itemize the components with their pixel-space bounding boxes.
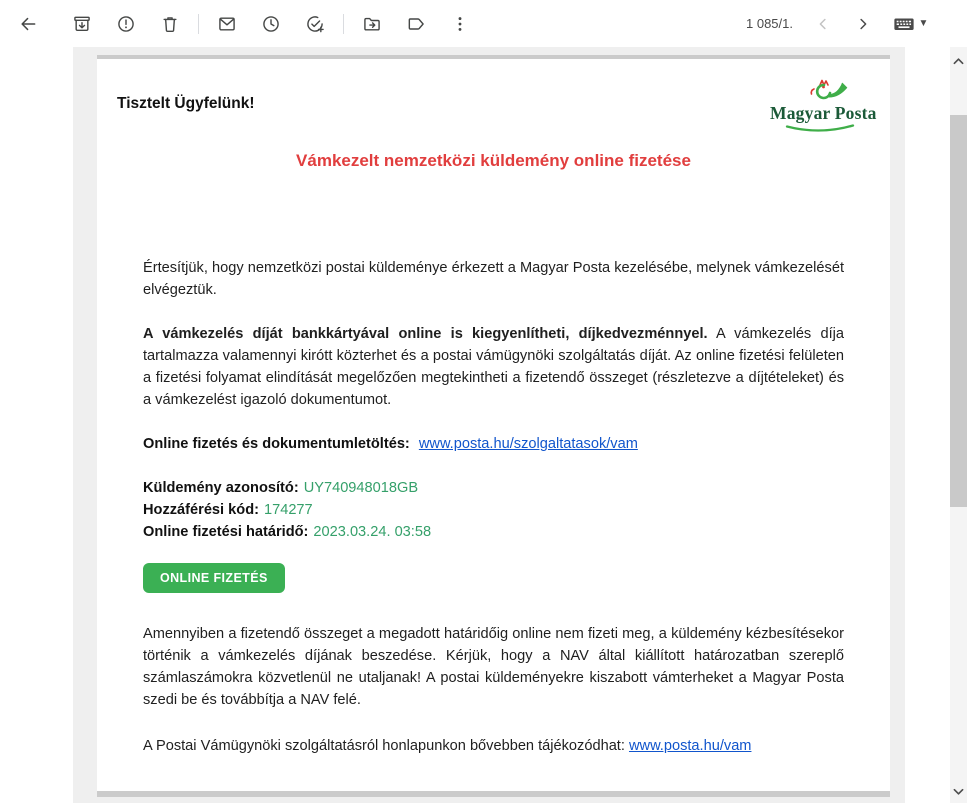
add-to-tasks-button[interactable] — [295, 4, 335, 44]
clock-icon — [261, 14, 281, 34]
footer-line — [143, 735, 844, 757]
labels-button[interactable] — [396, 4, 436, 44]
archive-icon — [72, 14, 92, 34]
snooze-button[interactable] — [251, 4, 291, 44]
kebab-menu-icon — [450, 14, 470, 34]
newer-email-button[interactable] — [803, 4, 843, 44]
magyar-posta-logo — [770, 79, 877, 133]
online-payment-button[interactable]: ONLINE FIZETÉS — [143, 563, 285, 593]
chevron-right-icon — [854, 15, 872, 33]
label-tag-icon — [406, 14, 426, 34]
older-email-button[interactable] — [843, 4, 883, 44]
field-access-code — [143, 499, 844, 521]
payment-info-rest: A vámkezelés díja tartalmazza valamennyi kirótt közterhet és a postai vámügynöki szolgáltatás díját. Az online fizetési felületen a fizetési folyamat elindítását megelőzően megtekintheti a fizetendő összeget (részletezve a díjtételeket) és a vámkezelést igazoló dokumentumot. — [143, 326, 845, 408]
field-shipment-id — [143, 477, 844, 499]
task-check-plus-icon — [305, 14, 325, 34]
email-title: Vámkezelt nemzetközi küldemény online fizetése — [296, 151, 691, 170]
report-spam-icon — [116, 14, 136, 34]
shipment-fields — [143, 477, 844, 543]
footer-text: A Postai Vámügynöki szolgáltatásról honlapunkon bővebben tájékozódhat: — [143, 738, 625, 754]
dropdown-caret-icon: ▼ — [918, 18, 929, 29]
greeting: Tisztelt Ügyfelünk! — [117, 95, 255, 112]
field-value: 2023.03.24. 03:58 — [313, 524, 432, 540]
email-body — [143, 257, 844, 757]
scroll-up-button[interactable] — [950, 52, 967, 69]
payment-info-bold: A vámkezelés díját bankkártyával online is kiegyenlítheti, díjkedvezménnyel. — [143, 326, 708, 342]
email-toolbar — [0, 0, 967, 47]
paragraph-payment-info — [143, 323, 844, 411]
email-viewport — [73, 47, 905, 803]
toolbar-divider — [198, 14, 199, 34]
payment-link[interactable]: www.posta.hu/szolgaltatasok/vam — [418, 436, 638, 452]
field-label: Küldemény azonosító: — [143, 480, 299, 496]
chevron-left-icon — [814, 15, 832, 33]
payment-link-line — [143, 433, 844, 455]
email-header — [117, 79, 877, 133]
keyboard-icon — [892, 13, 916, 35]
chevron-up-icon — [953, 52, 964, 70]
logo-wordmark: Magyar Posta — [770, 103, 877, 123]
folder-move-icon — [362, 14, 382, 34]
report-spam-button[interactable] — [106, 4, 146, 44]
toolbar-group-organize — [352, 4, 480, 44]
paragraph-deadline-warning: Amennyiben a fizetendő összeget a megadott határidőig online nem fizeti meg, a küldemény kézbesítésekor történik a vámkezelés díjának beszedése. Kérjük, hogy a NAV által kiállított határozatban szereplő számlaszámokra közvetlenül ne utaljanak! A postai küldeményekre kiszabott vámterheket a Magyar Posta szedi be és továbbítja a NAV felé. — [143, 626, 844, 708]
mark-unread-button[interactable] — [207, 4, 247, 44]
move-to-button[interactable] — [352, 4, 392, 44]
chevron-down-icon — [953, 783, 964, 801]
pagination-counter: 1 085/1. — [746, 16, 793, 31]
scroll-down-button[interactable] — [950, 783, 967, 800]
arrow-left-icon — [18, 14, 38, 34]
archive-button[interactable] — [62, 4, 102, 44]
toolbar-group-mail — [207, 4, 335, 44]
logo-swoosh — [784, 124, 856, 133]
delete-button[interactable] — [150, 4, 190, 44]
back-button[interactable] — [8, 4, 48, 44]
envelope-icon — [217, 14, 237, 34]
payment-link-label: Online fizetés és dokumentumletöltés: — [143, 436, 410, 452]
postal-horn-icon — [808, 79, 850, 105]
field-value: 174277 — [263, 502, 313, 518]
footer-link[interactable]: www.posta.hu/vam — [628, 738, 752, 754]
field-label: Online fizetési határidő: — [143, 524, 309, 540]
input-tools-button[interactable] — [883, 4, 937, 44]
paragraph-notification: Értesítjük, hogy nemzetközi postai küldeménye érkezett a Magyar Posta kezelésébe, melynek vámkezelését elvégeztük. — [143, 260, 844, 298]
field-value: UY740948018GB — [303, 480, 419, 496]
more-options-button[interactable] — [440, 4, 480, 44]
field-payment-deadline — [143, 521, 844, 543]
field-label: Hozzáférési kód: — [143, 502, 259, 518]
email-card — [97, 55, 890, 797]
toolbar-divider — [343, 14, 344, 34]
trash-icon — [160, 14, 180, 34]
scrollbar-thumb[interactable] — [950, 115, 967, 507]
vertical-scrollbar[interactable] — [950, 47, 967, 803]
toolbar-group-archive — [62, 4, 190, 44]
